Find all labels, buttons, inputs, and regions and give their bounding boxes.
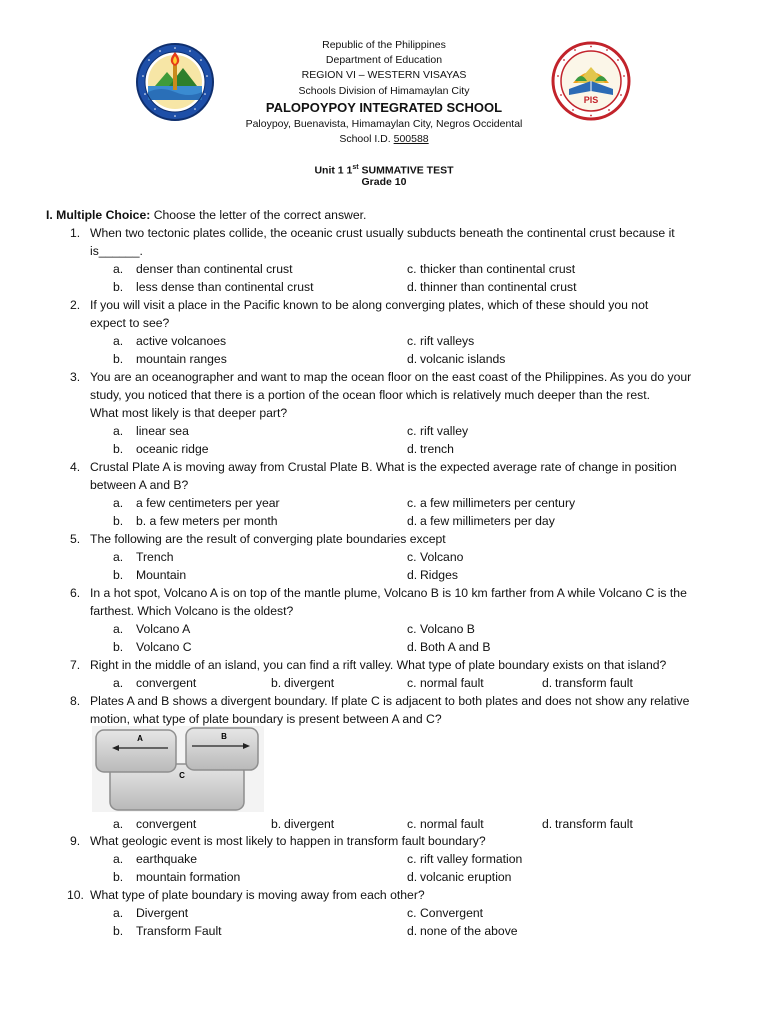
- choice-text: earthquake: [136, 852, 197, 866]
- choice-letter: b.: [113, 568, 124, 582]
- section-heading: [46, 206, 366, 224]
- choice-letter: b.: [113, 640, 124, 654]
- choice-text: denser than continental crust: [136, 262, 293, 276]
- choice-letter: c.: [407, 334, 417, 348]
- choice-text: volcanic eruption: [420, 870, 512, 884]
- choice-text: convergent: [136, 676, 197, 690]
- choice-text: transform fault: [555, 676, 633, 690]
- choice-letter: c.: [407, 676, 417, 690]
- choice-letter: d.: [407, 352, 418, 366]
- choice-letter: c.: [407, 906, 417, 920]
- question-text: between A and B?: [90, 478, 189, 492]
- question-text: What type of plate boundary is moving away from each other?: [90, 888, 425, 902]
- question-number: 2.: [70, 298, 81, 312]
- choice-letter: b.: [113, 442, 124, 456]
- choice-letter: c.: [407, 262, 417, 276]
- choice-letter: b.: [113, 280, 124, 294]
- question-text: If you will visit a place in the Pacific known to be along converging plates, which of these should you not: [90, 298, 649, 312]
- choice-letter: b.: [271, 676, 282, 690]
- choice-letter: d.: [542, 676, 553, 690]
- question-text: You are an oceanographer and want to map the ocean floor on the east coast of the Philippines. As you do your: [90, 370, 692, 384]
- choice-text: rift valley: [420, 424, 469, 438]
- choice-text: Volcano: [420, 550, 464, 564]
- question-text: When two tectonic plates collide, the oceanic crust usually subducts beneath the continental crust because it: [90, 226, 675, 240]
- question-number: 5.: [70, 532, 81, 546]
- section-instruction: Choose the letter of the correct answer.: [153, 208, 367, 222]
- choice-text: volcanic islands: [420, 352, 506, 366]
- question-number: 3.: [70, 370, 81, 384]
- choice-letter: a.: [113, 496, 124, 510]
- school-address: Paloypoy, Buenavista, Himamaylan City, Negros Occidental: [245, 117, 523, 130]
- choice-text: rift valleys: [420, 334, 475, 348]
- choice-text: rift valley formation: [420, 852, 523, 866]
- question-text: Plates A and B shows a divergent boundary. If plate C is adjacent to both plates and does not show any relative: [90, 694, 690, 708]
- choice-text: Trench: [136, 550, 174, 564]
- question-number: 4.: [70, 460, 81, 474]
- choice-text: Both A and B: [420, 640, 491, 654]
- school-id-label: School I.D.: [339, 133, 391, 146]
- choice-letter: d.: [407, 442, 418, 456]
- choice-letter: d.: [542, 817, 553, 831]
- choice-letter: c.: [407, 622, 417, 636]
- choice-letter: c.: [407, 550, 417, 564]
- choice-letter: b.: [113, 352, 124, 366]
- choice-letter: d.: [407, 514, 418, 528]
- question-text: What geologic event is most likely to happen in transform fault boundary?: [90, 834, 486, 848]
- section-label: Multiple Choice:: [56, 208, 151, 222]
- question-text: The following are the result of converging plate boundaries except: [90, 532, 446, 546]
- choice-letter: a.: [113, 676, 124, 690]
- choice-letter: b.: [113, 514, 124, 528]
- choice-letter: d.: [407, 870, 418, 884]
- header-division: Schools Division of Himamaylan City: [298, 84, 470, 97]
- choice-letter: a.: [113, 906, 124, 920]
- choice-letter: b.: [271, 817, 282, 831]
- choice-text: Ridges: [420, 568, 458, 582]
- plate-a-label: A: [137, 734, 143, 743]
- choice-letter: d.: [407, 924, 418, 938]
- choice-text: Volcano B: [420, 622, 475, 636]
- test-ordinal-suffix: st: [352, 164, 359, 171]
- choice-letter: d.: [407, 568, 418, 582]
- plate-c-label: C: [179, 771, 185, 780]
- choice-letter: a.: [113, 622, 124, 636]
- school-id-value: 500588: [393, 133, 429, 146]
- choice-letter: c.: [407, 852, 417, 866]
- choice-text: transform fault: [555, 817, 633, 831]
- choice-text: mountain formation: [136, 870, 241, 884]
- question-text: motion, what type of plate boundary is present between A and C?: [90, 712, 442, 726]
- test-name: SUMMATIVE TEST: [361, 164, 454, 177]
- question-text: Right in the middle of an island, you can find a rift valley. What type of plate boundary exists on that island?: [90, 658, 667, 672]
- choice-letter: b.: [113, 924, 124, 938]
- choice-letter: c.: [407, 424, 417, 438]
- choice-text: Mountain: [136, 568, 187, 582]
- school-logo-text: PIS: [583, 95, 599, 105]
- choice-text: convergent: [136, 817, 197, 831]
- question-number: 9.: [70, 834, 81, 848]
- choice-text: Divergent: [136, 906, 189, 920]
- question-text: study, you noticed that there is a portion of the ocean floor which is relatively much deeper than the rest.: [90, 388, 651, 402]
- choice-text: normal fault: [420, 676, 484, 690]
- header-department: Department of Education: [325, 54, 443, 67]
- choice-letter: a.: [113, 424, 124, 438]
- test-ordinal: 1: [346, 164, 353, 177]
- choice-text: Volcano C: [136, 640, 192, 654]
- choice-text: a few millimeters per day: [420, 514, 555, 528]
- question-text: farthest. Which Volcano is the oldest?: [90, 604, 294, 618]
- plate-a: [96, 730, 176, 772]
- question-number: 1.: [70, 226, 81, 240]
- document-header: [0, 38, 768, 147]
- question-text: Crustal Plate A is moving away from Crustal Plate B. What is the expected average rate of change in position: [90, 460, 677, 474]
- choice-text: Volcano A: [136, 622, 191, 636]
- choice-letter: a.: [113, 334, 124, 348]
- question-number: 7.: [70, 658, 81, 672]
- question-number: 6.: [70, 586, 81, 600]
- choice-text: Transform Fault: [136, 924, 222, 938]
- choice-text: normal fault: [420, 817, 484, 831]
- choice-text: linear sea: [136, 424, 189, 438]
- choice-text: b. a few meters per month: [136, 514, 278, 528]
- choice-letter: b.: [113, 870, 124, 884]
- choice-text: active volcanoes: [136, 334, 227, 348]
- section-number: I.: [46, 208, 53, 222]
- question-number: 10.: [67, 888, 84, 902]
- choice-text: none of the above: [420, 924, 518, 938]
- choice-text: divergent: [284, 817, 335, 831]
- choice-letter: a.: [113, 817, 124, 831]
- header-region: REGION VI – WESTERN VISAYAS: [301, 69, 467, 82]
- header-republic: Republic of the Philippines: [322, 39, 446, 51]
- choice-letter: a.: [113, 550, 124, 564]
- plate-boundary-diagram: [92, 726, 264, 812]
- choice-text: thicker than continental crust: [420, 262, 576, 276]
- test-unit: Unit 1: [314, 164, 344, 177]
- test-grade: Grade 10: [361, 176, 407, 188]
- choice-letter: d.: [407, 280, 418, 294]
- question-text: What most likely is that deeper part?: [90, 406, 288, 420]
- choice-text: oceanic ridge: [136, 442, 209, 456]
- choice-letter: c.: [407, 496, 417, 510]
- choice-letter: a.: [113, 852, 124, 866]
- choice-text: mountain ranges: [136, 352, 227, 366]
- choice-text: trench: [420, 442, 454, 456]
- choice-letter: d.: [407, 640, 418, 654]
- choice-text: less dense than continental crust: [136, 280, 314, 294]
- choice-letter: a.: [113, 262, 124, 276]
- question-number: 8.: [70, 694, 81, 708]
- choice-text: divergent: [284, 676, 335, 690]
- question-text: is______.: [90, 244, 143, 258]
- question-text: expect to see?: [90, 316, 170, 330]
- choice-text: a few centimeters per year: [136, 496, 280, 510]
- choice-text: Convergent: [420, 906, 484, 920]
- question-text: In a hot spot, Volcano A is on top of the mantle plume, Volcano B is 10 km farther from A while Volcano C is the: [90, 586, 687, 600]
- school-name: PALOPOYPOY INTEGRATED SCHOOL: [265, 99, 503, 115]
- school-id-line: [0, 132, 768, 147]
- choice-letter: c.: [407, 817, 417, 831]
- plate-b-label: B: [221, 732, 227, 741]
- choice-text: a few millimeters per century: [420, 496, 576, 510]
- choice-text: thinner than continental crust: [420, 280, 577, 294]
